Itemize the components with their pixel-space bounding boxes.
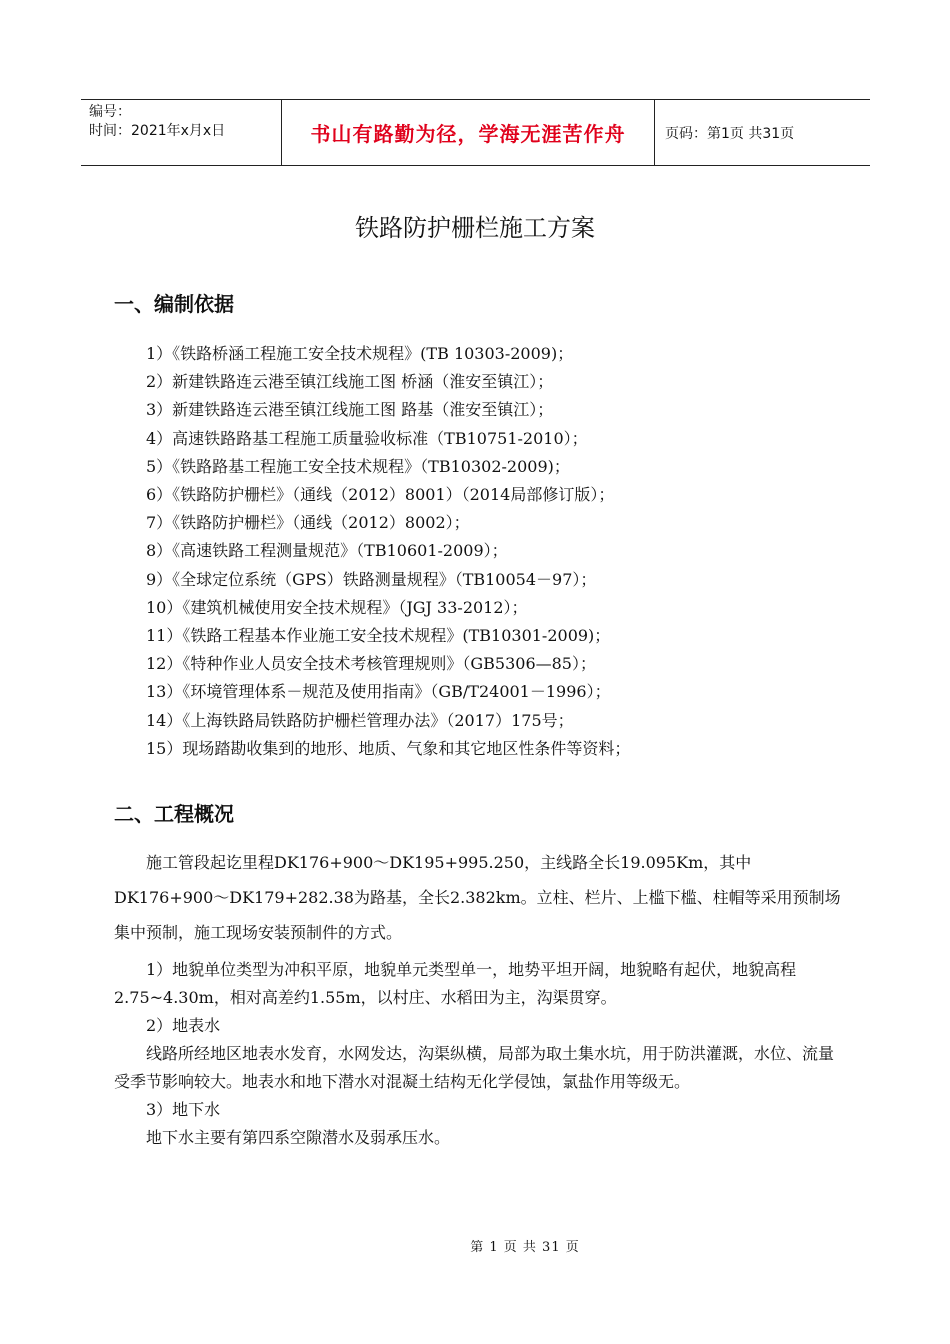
- landform-paragraph: 1）地貌单位类型为冲积平原，地貌单元类型单一，地势平坦开阔，地貌略有起伏，地貌高程2.75~4.30m，相对高差约1.55m，以村庄、水稻田为主，沟渠贯穿。: [114, 960, 797, 1007]
- surface-water-paragraph: 线路所经地区地表水发育，水网发达，沟渠纵横，局部为取土集水坑，用于防洪灌溉，水位、流量受季节影响较大。地表水和地下潜水对混凝土结构无化学侵蚀，氯盐作用等级无。: [114, 1044, 835, 1091]
- header-meta: [81, 100, 281, 165]
- motto: 书山有路勤为径，学海无涯苦作舟: [310, 122, 626, 146]
- surface-water-title: 2）地表水: [146, 1016, 221, 1035]
- groundwater-title: 3）地下水: [146, 1100, 221, 1119]
- document-title: 铁路防护栅栏施工方案: [355, 214, 595, 242]
- page-footer: 第 1 页 共 31 页: [470, 1240, 580, 1255]
- list-item: 11）《铁路工程基本作业施工安全技术规程》(TB10301-2009)；: [146, 626, 611, 646]
- groundwater-paragraph: 地下水主要有第四系空隙潜水及弱承压水。: [146, 1128, 451, 1147]
- list-item: 10）《建筑机械使用安全技术规程》（JGJ 33-2012）；: [146, 597, 528, 617]
- list-item: 6）《铁路防护栅栏》（通线（2012）8001）（2014局部修订版）；: [146, 485, 615, 505]
- list-item: 15）现场踏勘收集到的地形、地质、气象和其它地区性条件等资料；: [146, 738, 631, 758]
- list-item: 7）《铁路防护栅栏》（通线（2012）8002）；: [146, 513, 470, 533]
- list-item: 3）新建铁路连云港至镇江线施工图 路基（淮安至镇江）；: [146, 400, 554, 420]
- list-item: 9）《全球定位系统（GPS）铁路测量规程》（TB10054－97）；: [146, 569, 597, 589]
- list-item: 4）高速铁路路基工程施工质量验收标准（TB10751-2010）；: [146, 428, 588, 448]
- list-item: 14）《上海铁路局铁路防护栅栏管理办法》（2017）175号；: [146, 710, 574, 730]
- overview-intro: 施工管段起讫里程DK176+900～DK195+995.250，主线路全长19.095Km，其中DK176+900～DK179+282.38为路基，全长2.382km。立柱、栏片、上槛下槛、柱帽等采用预制场集中预制，施工现场安装预制件的方式。: [114, 853, 841, 942]
- section-heading-basis: 一、编制依据: [114, 292, 234, 316]
- reference-list: [146, 340, 866, 763]
- document-time: 时间：2021年x月x日: [89, 123, 226, 139]
- list-item: 1）《铁路桥涵工程施工安全技术规程》(TB 10303-2009)；: [146, 344, 574, 363]
- list-item: 13）《环境管理体系－规范及使用指南》（GB/T24001－1996）；: [146, 682, 611, 702]
- list-item: 12）《特种作业人员安全技术考核管理规则》（GB5306—85）；: [146, 654, 596, 674]
- header-page-info: 页码：第1页 共31页: [665, 125, 795, 142]
- list-item: 2）新建铁路连云港至镇江线施工图 桥涵（淮安至镇江）；: [146, 372, 554, 392]
- section-heading-overview: 二、工程概况: [114, 802, 234, 826]
- overview-body: [114, 956, 844, 1152]
- list-item: 8）《高速铁路工程测量规范》（TB10601-2009）；: [146, 541, 508, 561]
- header-table: [81, 99, 870, 166]
- list-item: 5）《铁路路基工程施工安全技术规程》（TB10302-2009)；: [146, 456, 570, 476]
- header-motto-cell: [281, 100, 655, 165]
- document-number-label: 编号：: [89, 104, 131, 120]
